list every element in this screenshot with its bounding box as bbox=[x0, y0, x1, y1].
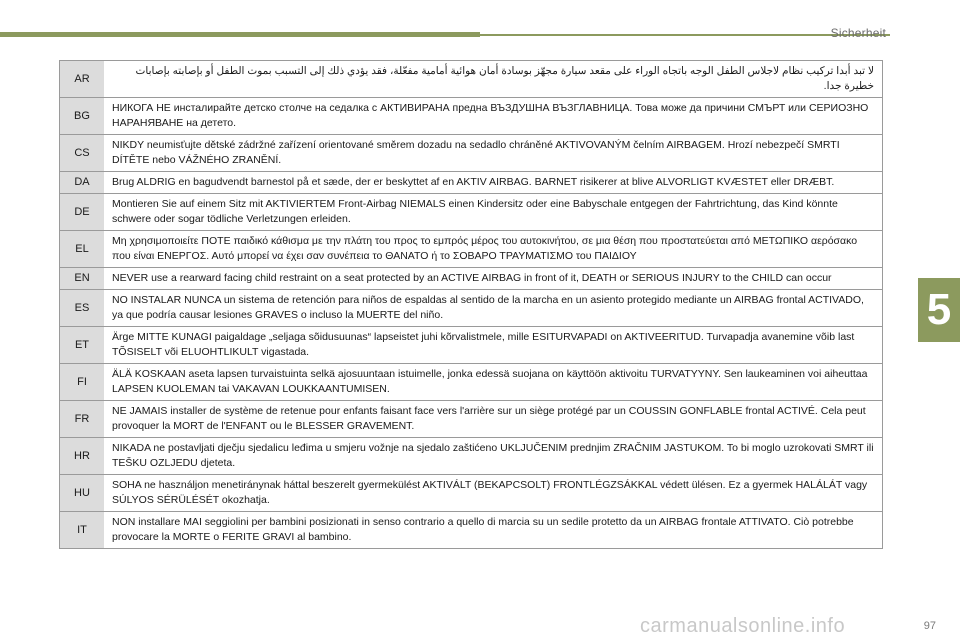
chapter-tab: 5 bbox=[918, 278, 960, 342]
language-code: ES bbox=[60, 290, 104, 327]
warning-text: НИКОГА НЕ инсталирайте детско столче на седалка с АКТИВИРАНА предна ВЪЗДУШНА ВЪЗГЛАВНИЦА. Това може да причини СМЪРТ или СЕРИОЗНО НАРАНЯВАНЕ на детето. bbox=[104, 98, 882, 135]
warning-row-da bbox=[60, 172, 882, 194]
language-code: EN bbox=[60, 268, 104, 290]
warning-text: Brug ALDRIG en bagudvendt barnestol på et sæde, der er beskyttet af en AKTIV AIRBAG. BARNET risikerer at blive ALVORLIGT KVÆSTET eller DRÆBT. bbox=[104, 172, 882, 194]
watermark: carmanualsonline.info bbox=[640, 615, 846, 637]
warning-text: لا تبد أبدا تركيب نظام لاجلاس الطفل الوجه باتجاه الوراء على مقعد سيارة مجهّز بوسادة أمان هوائية أمامية مفعّلة، فقد يؤدي ذلك إلى التسبب بموت الطفل أو بإصابته بإصابات خطيرة جدا. bbox=[104, 61, 882, 98]
section-title: Sicherheit bbox=[830, 26, 886, 40]
warning-text: ÄLÄ KOSKAAN aseta lapsen turvaistuinta selkä ajosuuntaan istuimelle, jonka edessä suojana on käyttöön aktivoitu TURVATYYNY. Sen laukeaminen voi aiheuttaa LAPSEN KUOLEMAN tai VAKAVAN LOUKKAANTUMISEN. bbox=[104, 364, 882, 401]
warning-text: NE JAMAIS installer de système de retenue pour enfants faisant face vers l'arrière sur un siège protégé par un COUSSIN GONFLABLE frontal ACTIVÉ. Cela peut provoquer la MORT de l'ENFANT ou le BLESSER GRAVEMENT. bbox=[104, 401, 882, 438]
language-code: FR bbox=[60, 401, 104, 438]
header-accent-bar bbox=[0, 32, 480, 37]
warning-row-de bbox=[60, 194, 882, 231]
warning-row-et bbox=[60, 327, 882, 364]
warning-row-ar bbox=[60, 61, 882, 98]
warning-row-en bbox=[60, 268, 882, 290]
airbag-warning-table bbox=[59, 60, 883, 549]
warning-text: SOHA ne használjon menetiránynak háttal beszerelt gyermekülést AKTIVÁLT (BEKAPCSOLT) FRONTLÉGZSÁKKAL védett ülésen. Ez a gyermek HALÁLÁT vagy SÚLYOS SÉRÜLÉSÉT okozhatja. bbox=[104, 475, 882, 512]
warning-row-it bbox=[60, 512, 882, 549]
warning-text: NIKDY neumisťujte dětské zádržné zařízení orientované směrem dozadu na sedadlo chráněné AKTIVOVANÝM čelním AIRBAGEM. Hrozí nebezpečí SMRTI DÍTĚTE nebo VÁŽNÉHO ZRANĚNÍ. bbox=[104, 135, 882, 172]
warning-row-fi bbox=[60, 364, 882, 401]
warning-text: NEVER use a rearward facing child restraint on a seat protected by an ACTIVE AIRBAG in front of it, DEATH or SERIOUS INJURY to the CHILD can occur bbox=[104, 268, 882, 290]
warning-table-body bbox=[60, 61, 882, 548]
warning-text: Ärge MITTE KUNAGI paigaldage „seljaga sõidusuunas“ lapseistet juhi kõrvalistmele, mille ESITURVAPADI on AKTIVEERITUD. Turvapadja avanemine võib last TÕSISELT või ELUOHTLIKULT vigastada. bbox=[104, 327, 882, 364]
warning-row-hr bbox=[60, 438, 882, 475]
warning-text: Μη χρησιμοποιείτε ΠΟΤΕ παιδικό κάθισμα με την πλάτη του προς το εμπρός μέρος του αυτοκινήτου, σε μια θέση που προστατεύεται από ΜΕΤΩΠΙΚΟ αερόσακο που είναι ΕΝΕΡΓΟΣ. Αυτό μπορεί να έχει σαν συνέπεια το ΘΑΝΑΤΟ ή το ΣΟΒΑΡΟ ΤΡΑΥΜΑΤΙΣΜΟ του ΠΑΙΔΙΟΥ bbox=[104, 231, 882, 268]
warning-row-hu bbox=[60, 475, 882, 512]
warning-text: NIKADA ne postavljati dječju sjedalicu leđima u smjeru vožnje na sjedalo zaštićeno UKLJUČENIM prednjim ZRAČNIM JASTUKOM. To bi moglo uzrokovati SMRT ili TEŠKU OZLJEDU djeteta. bbox=[104, 438, 882, 475]
language-code: HR bbox=[60, 438, 104, 475]
language-code: BG bbox=[60, 98, 104, 135]
language-code: ET bbox=[60, 327, 104, 364]
language-code: EL bbox=[60, 231, 104, 268]
warning-row-bg bbox=[60, 98, 882, 135]
language-code: FI bbox=[60, 364, 104, 401]
language-code: CS bbox=[60, 135, 104, 172]
warning-row-es bbox=[60, 290, 882, 327]
language-code: AR bbox=[60, 61, 104, 98]
language-code: IT bbox=[60, 512, 104, 549]
header-accent-line bbox=[480, 34, 890, 36]
language-code: DA bbox=[60, 172, 104, 194]
warning-row-fr bbox=[60, 401, 882, 438]
warning-text: NON installare MAI seggiolini per bambini posizionati in senso contrario a quello di marcia su un sedile protetto da un AIRBAG frontale ATTIVATO. Ciò potrebbe provocare la MORTE o FERITE GRAVI al bambino. bbox=[104, 512, 882, 549]
language-code: HU bbox=[60, 475, 104, 512]
warning-text: NO INSTALAR NUNCA un sistema de retención para niños de espaldas al sentido de la marcha en un asiento protegido mediante un AIRBAG frontal ACTIVADO, ya que podría causar lesiones GRAVES o incluso la MUERTE del niño. bbox=[104, 290, 882, 327]
warning-text: Montieren Sie auf einem Sitz mit AKTIVIERTEM Front-Airbag NIEMALS einen Kindersitz oder eine Babyschale entgegen der Fahrtrichtung, das Kind könnte schwere oder sogar tödliche Verletzungen erleiden. bbox=[104, 194, 882, 231]
warning-row-el bbox=[60, 231, 882, 268]
warning-row-cs bbox=[60, 135, 882, 172]
page-number: 97 bbox=[923, 620, 936, 632]
language-code: DE bbox=[60, 194, 104, 231]
